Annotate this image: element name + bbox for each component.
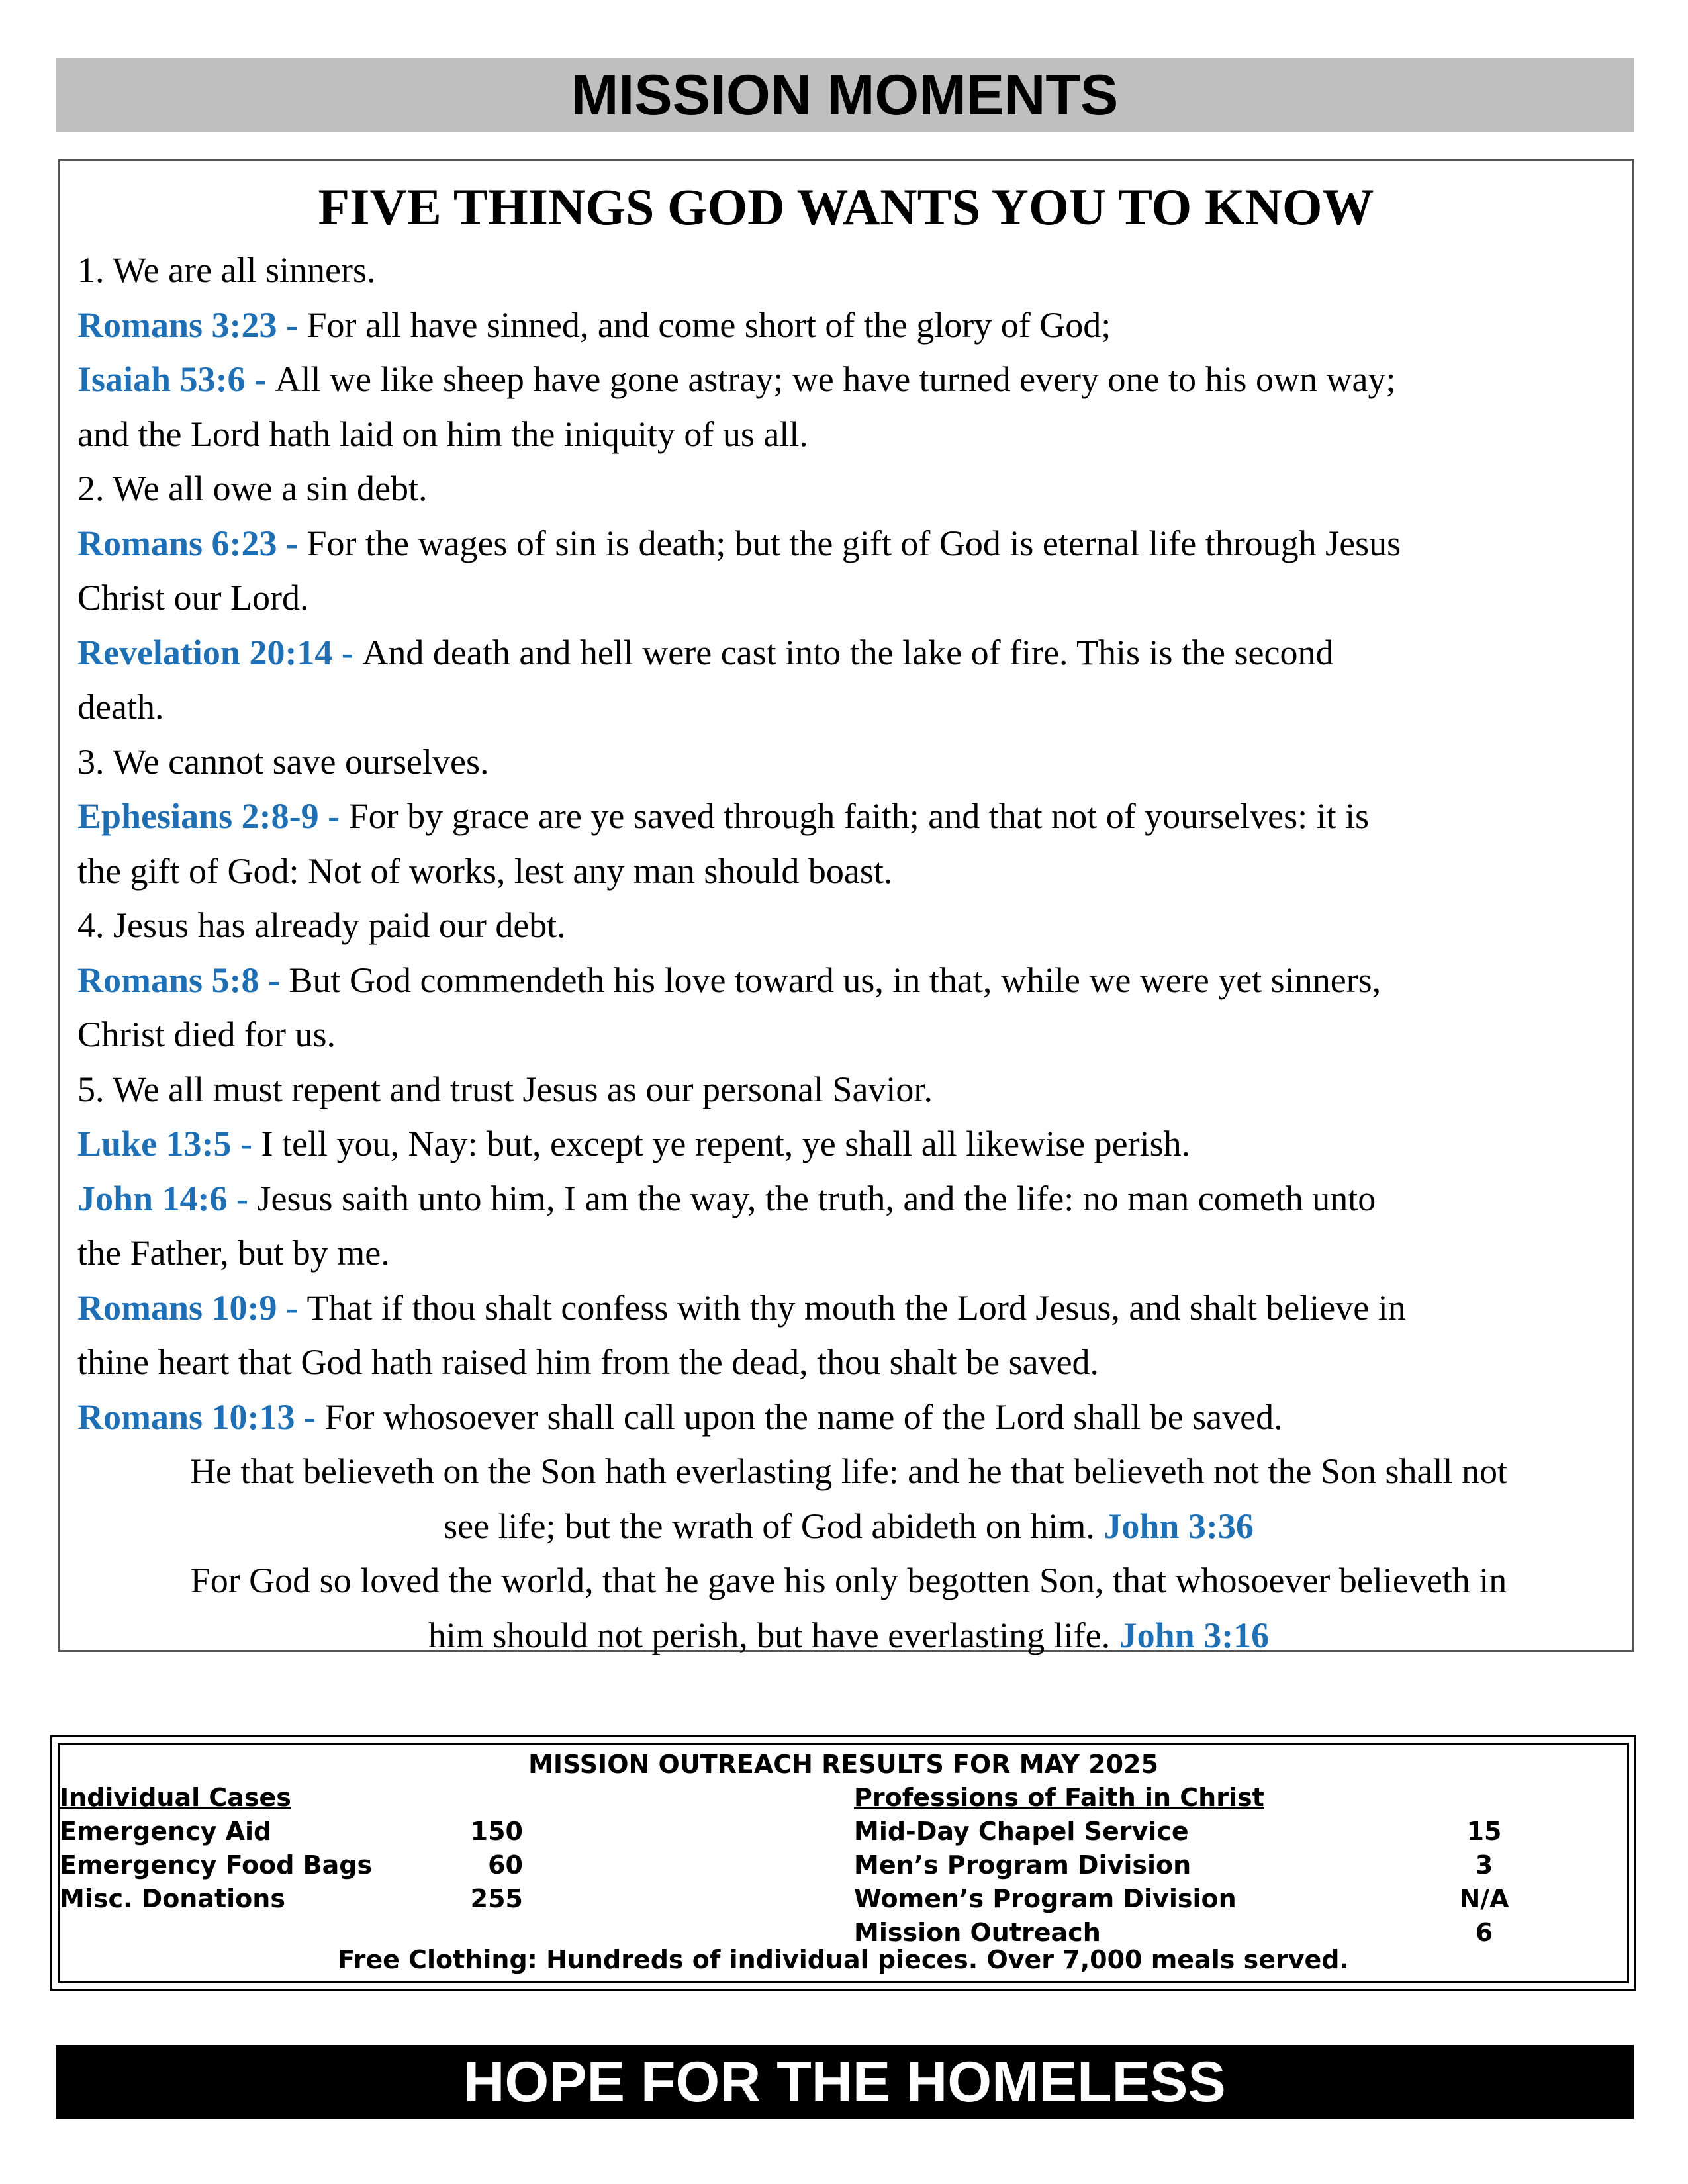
scripture-reference: Ephesians 2:8-9 - xyxy=(77,796,349,836)
scripture-reference: Romans 5:8 - xyxy=(77,960,289,1000)
five-things-body xyxy=(77,243,1620,1662)
scripture-reference: John 3:16 xyxy=(1119,1615,1270,1655)
mission-moments-header: MISSION MOMENTS xyxy=(56,58,1634,132)
case-label: Emergency Food Bags xyxy=(60,1850,373,1880)
closing-verse-line: He that believeth on the Son hath everlasting life: and he that believeth not the Son shall not xyxy=(189,1451,1507,1491)
scripture-line: Romans 6:23 - For the wages of sin is death; but the gift of God is eternal life through Jesus xyxy=(77,523,1401,563)
professions-values xyxy=(1444,1815,1524,1950)
scripture-line: Romans 10:9 - That if thou shalt confess with thy mouth the Lord Jesus, and shalt believe in xyxy=(77,1287,1406,1328)
profession-label: Mid-Day Chapel Service xyxy=(854,1817,1189,1846)
hope-for-the-homeless-banner: HOPE FOR THE HOMELESS xyxy=(56,2045,1634,2119)
scripture-reference: Revelation 20:14 - xyxy=(77,632,363,672)
profession-value: 15 xyxy=(1466,1817,1502,1846)
profession-value: 6 xyxy=(1475,1918,1493,1947)
scripture-reference: John 3:36 xyxy=(1103,1506,1254,1546)
professions-heading: Professions of Faith in Christ xyxy=(854,1783,1264,1812)
scripture-line: thine heart that God hath raised him from the dead, thou shalt be saved. xyxy=(77,1342,1100,1382)
scripture-line: Ephesians 2:8-9 - For by grace are ye saved through faith; and that not of yourselves: it is xyxy=(77,796,1370,836)
list-item: 4. Jesus has already paid our debt. xyxy=(77,905,566,945)
case-label: Misc. Donations xyxy=(60,1884,285,1913)
closing-verse-line: him should not perish, but have everlasting life. John 3:16 xyxy=(428,1615,1270,1655)
scripture-reference: Romans 3:23 - xyxy=(77,304,307,345)
case-label: Emergency Aid xyxy=(60,1817,272,1846)
scripture-line: Romans 10:13 - For whosoever shall call upon the name of the Lord shall be saved. xyxy=(77,1396,1283,1437)
scripture-reference: Luke 13:5 - xyxy=(77,1124,261,1163)
scripture-reference: Romans 10:13 - xyxy=(77,1396,325,1437)
case-value: 255 xyxy=(470,1884,523,1913)
five-things-title: FIVE THINGS GOD WANTS YOU TO KNOW xyxy=(318,178,1374,236)
scripture-line: the gift of God: Not of works, lest any man should boast. xyxy=(77,850,893,891)
case-value: 60 xyxy=(488,1850,523,1880)
list-item: 5. We all must repent and trust Jesus as our personal Savior. xyxy=(77,1069,933,1109)
scripture-reference: Romans 6:23 - xyxy=(77,523,307,563)
scripture-line: John 14:6 - Jesus saith unto him, I am the way, the truth, and the life: no man cometh unto xyxy=(77,1178,1376,1218)
scripture-line: Luke 13:5 - I tell you, Nay: but, except ye repent, ye shall all likewise perish. xyxy=(77,1124,1191,1163)
list-item: 2. We all owe a sin debt. xyxy=(77,469,428,508)
scripture-reference: John 14:6 - xyxy=(77,1178,258,1218)
individual-cases-values xyxy=(450,1815,523,1916)
professions-column xyxy=(854,1781,1264,1950)
scripture-reference: Romans 10:9 - xyxy=(77,1287,307,1328)
scripture-line: death. xyxy=(77,687,164,727)
scripture-line: Christ died for us. xyxy=(77,1015,336,1054)
case-value: 150 xyxy=(470,1817,523,1846)
list-item: 1. We are all sinners. xyxy=(77,250,376,290)
five-things-box xyxy=(58,159,1634,1655)
scripture-line: the Father, but by me. xyxy=(77,1233,390,1273)
scripture-reference: Isaiah 53:6 - xyxy=(77,359,275,399)
outreach-results-inner xyxy=(58,1743,1629,1983)
profession-value: N/A xyxy=(1459,1884,1509,1913)
individual-cases-heading: Individual Cases xyxy=(60,1783,291,1812)
profession-label: Men’s Program Division xyxy=(854,1850,1192,1880)
scripture-line: Isaiah 53:6 - All we like sheep have gone astray; we have turned every one to his own way; xyxy=(77,359,1396,399)
scripture-line: and the Lord hath laid on him the iniquity of us all. xyxy=(77,414,808,454)
scripture-line: Romans 5:8 - But God commendeth his love toward us, in that, while we were yet sinners, xyxy=(77,960,1382,1000)
list-item: 3. We cannot save ourselves. xyxy=(77,741,489,782)
closing-verse-line: see life; but the wrath of God abideth on him. John 3:36 xyxy=(444,1506,1254,1546)
scripture-line: Christ our Lord. xyxy=(77,578,309,617)
closing-verse-line: For God so loved the world, that he gave his only begotten Son, that whosoever believeth in xyxy=(190,1561,1507,1600)
outreach-results-box xyxy=(50,1735,1636,1991)
scripture-line: Romans 3:23 - For all have sinned, and come short of the glory of God; xyxy=(77,304,1111,345)
profession-label: Mission Outreach xyxy=(854,1918,1101,1947)
results-title: MISSION OUTREACH RESULTS FOR MAY 2025 xyxy=(528,1750,1158,1779)
scripture-line: Revelation 20:14 - And death and hell were cast into the lake of fire. This is the second xyxy=(77,632,1334,672)
profession-label: Women’s Program Division xyxy=(854,1884,1237,1913)
individual-cases-column xyxy=(60,1781,372,1916)
results-footer-note: Free Clothing: Hundreds of individual pieces. Over 7,000 meals served. xyxy=(338,1945,1349,1974)
profession-value: 3 xyxy=(1475,1850,1493,1880)
